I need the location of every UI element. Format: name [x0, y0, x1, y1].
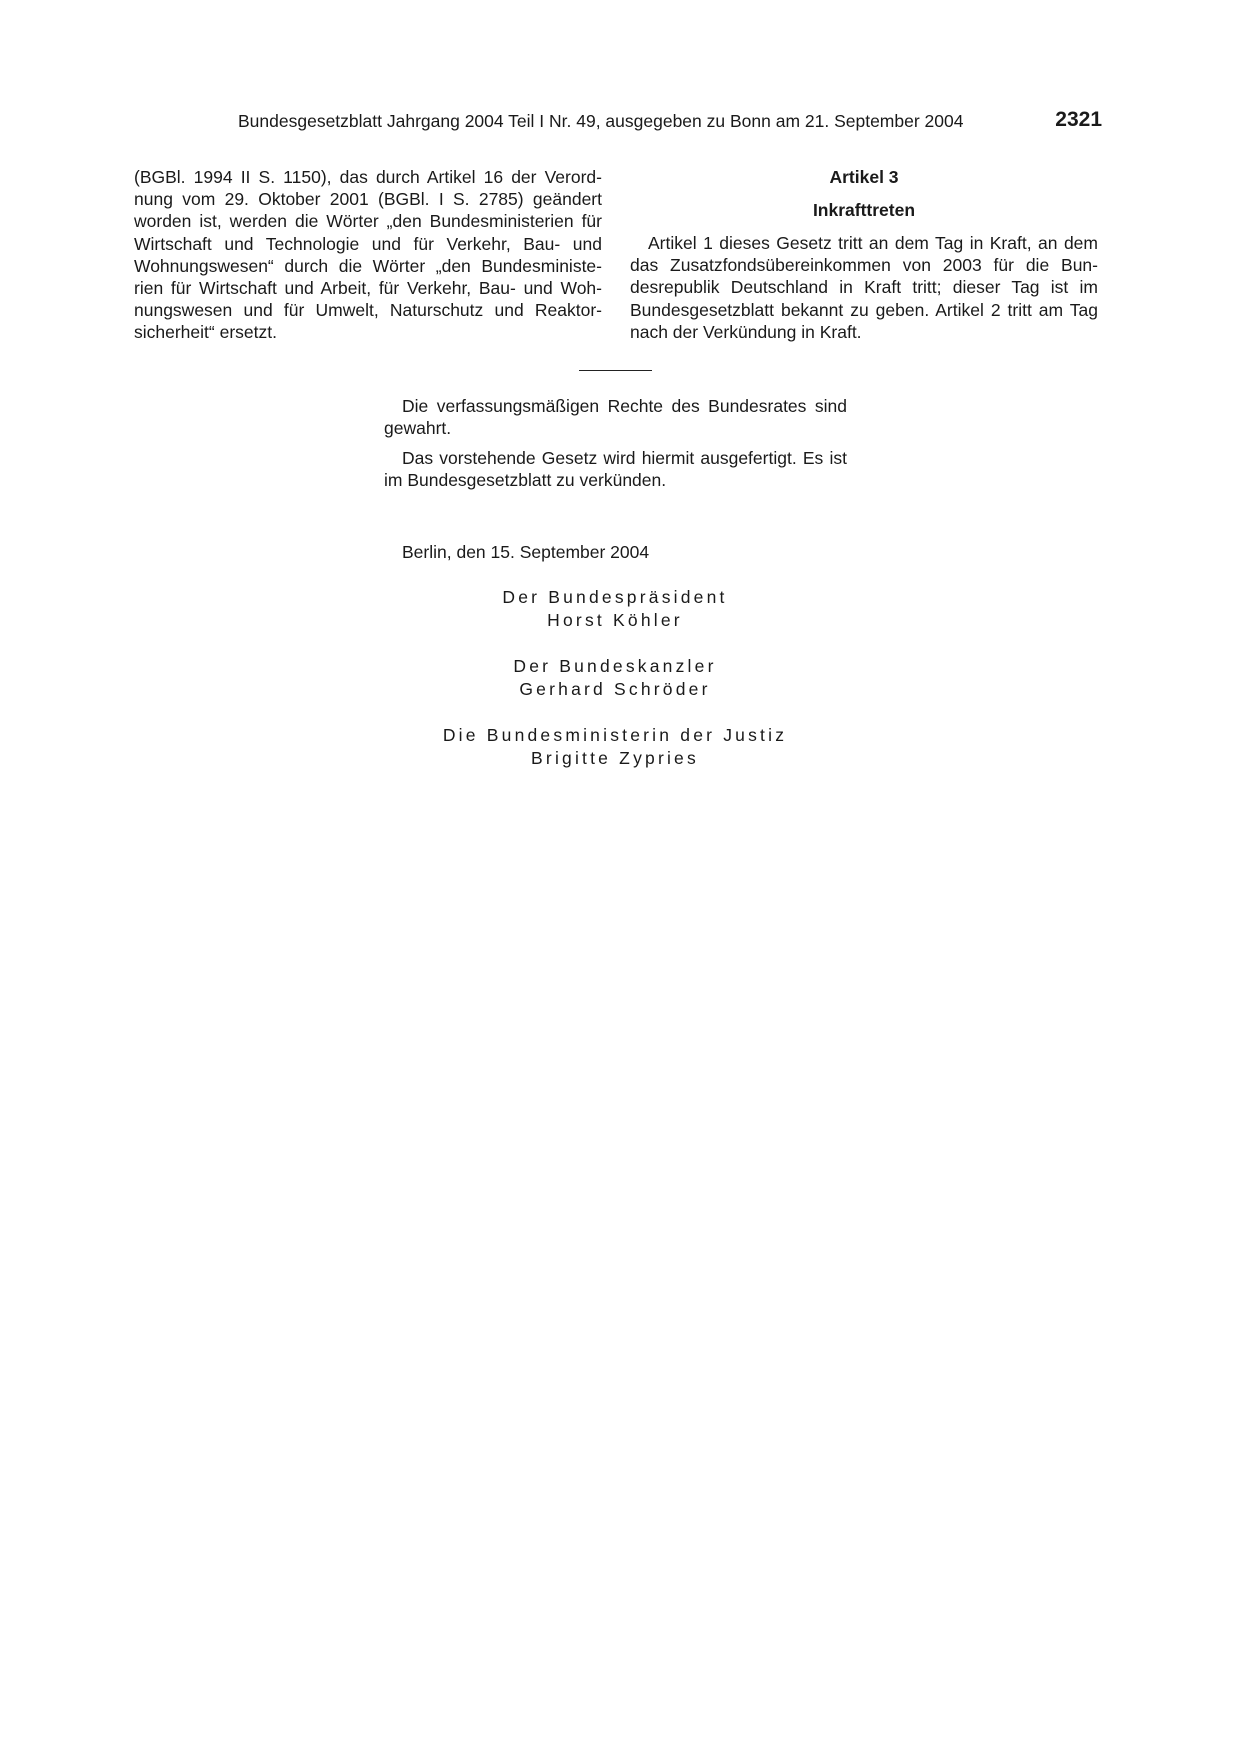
signature-block	[330, 586, 900, 631]
text-line: sicherheit“ ersetzt.	[134, 322, 277, 343]
signature-block	[330, 655, 900, 700]
signature-block	[330, 724, 900, 769]
text-line: worden ist, werden die Wörter „den Bundesministerien	[134, 211, 574, 232]
text-line: Das vorstehende Gesetz wird hiermit ausgefertigt. Es	[402, 448, 824, 468]
article-paragraph	[630, 232, 1098, 343]
section-divider	[579, 370, 652, 371]
signatory-name: Gerhard Schröder	[519, 678, 711, 699]
place-date: Berlin, den 15. September 2004	[402, 542, 650, 562]
text-line: Wohnungswesen“ durch die Wörter „den Bundesministe-	[134, 255, 602, 276]
promulgation-statement	[384, 447, 847, 491]
text-line: Artikel 1 dieses Gesetz tritt an dem Tag in Kraft, an dem	[648, 233, 1098, 253]
text-line: desrepublik Deutschland in Kraft tritt; dieser Tag ist im	[630, 277, 1098, 298]
rights-statement	[384, 395, 847, 439]
text-line: nung vom 29. Oktober 2001 (BGBl. I S. 2785) geändert	[134, 189, 602, 210]
text-line: (BGBl. 1994 II S. 1150), das durch Artikel 16 der Verord-	[134, 167, 602, 187]
text-line: Tag nach der Verkündung in Kraft.	[630, 299, 1099, 342]
text-line: Bundesgesetzblatt bekannt zu geben. Artikel 2 tritt am	[630, 299, 1064, 320]
text-line: für Wirtschaft und Technologie und für Verkehr, Bau- und	[134, 211, 602, 254]
text-line: sind gewahrt.	[384, 396, 847, 438]
running-header: Bundesgesetzblatt Jahrgang 2004 Teil I Nr. 49, ausgegeben zu Bonn am 21. September 2004	[238, 111, 964, 131]
text-line: das Zusatzfondsübereinkommen von 2003 für die Bun-	[630, 255, 1098, 276]
text-line: nungswesen und für Umwelt, Naturschutz und Reaktor-	[134, 300, 602, 321]
text-line: ist im Bundesgesetzblatt zu verkünden.	[384, 448, 847, 490]
signatory-office: Die Bundesministerin der Justiz	[442, 725, 788, 745]
signatory-office: Der Bundespräsident	[502, 587, 728, 607]
page-number: 2321	[1055, 108, 1102, 131]
article-title: Inkrafttreten	[812, 200, 916, 220]
text-line: rien für Wirtschaft und Arbeit, für Verkehr, Bau- und Woh-	[134, 278, 602, 299]
left-column-text	[134, 166, 602, 344]
article-3	[630, 166, 1098, 343]
signatory-name: Horst Köhler	[547, 609, 683, 630]
signatory-name: Brigitte Zypries	[531, 747, 699, 768]
signatory-office: Der Bundeskanzler	[513, 656, 717, 676]
article-number: Artikel 3	[829, 167, 899, 187]
text-line: Die verfassungsmäßigen Rechte des Bundesrates	[402, 396, 807, 416]
